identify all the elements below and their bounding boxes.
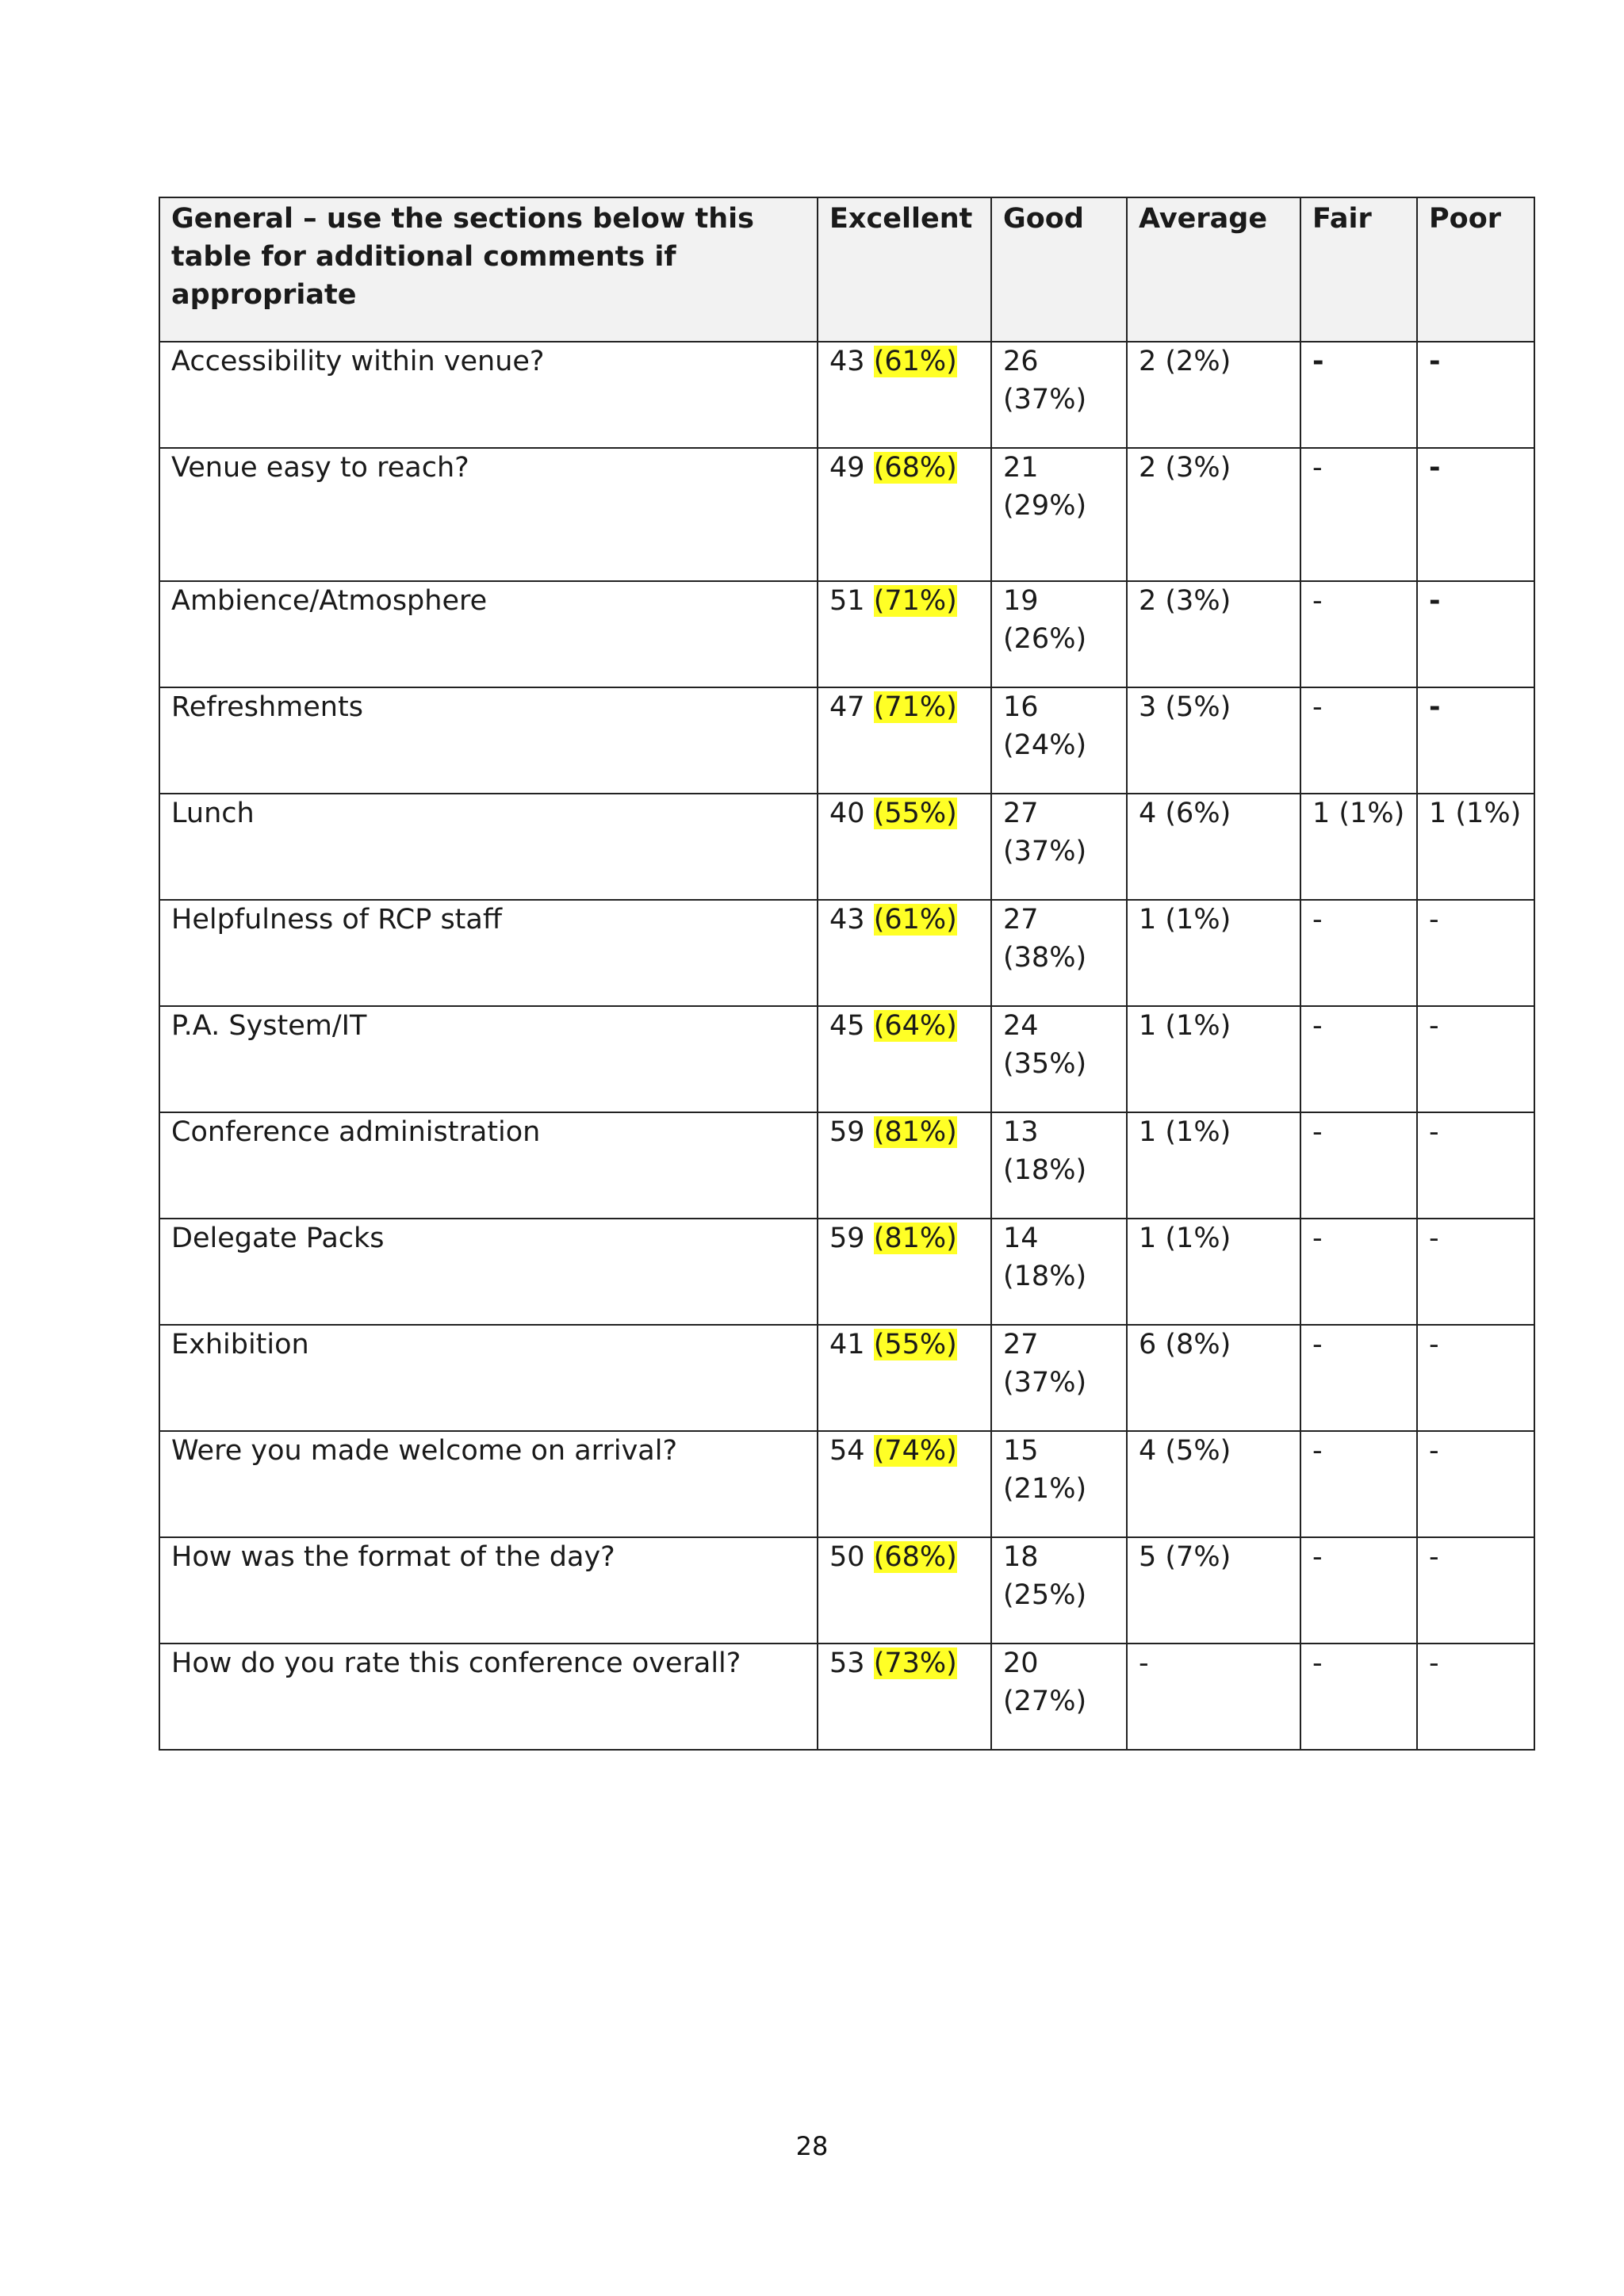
row-label: Helpfulness of RCP staff [159, 900, 818, 1006]
poor-cell: - [1417, 687, 1534, 794]
excellent-percent-highlight: (61%) [873, 346, 957, 377]
excellent-percent-highlight: (68%) [873, 1541, 957, 1573]
average-cell: 2 (2%) [1127, 342, 1300, 448]
row-label: Delegate Packs [159, 1219, 818, 1325]
good-cell: 13 (18%) [991, 1112, 1127, 1219]
table-row [159, 687, 1534, 794]
good-cell: 16 (24%) [991, 687, 1127, 794]
excellent-percent-highlight: (64%) [873, 1010, 957, 1042]
average-cell: 3 (5%) [1127, 687, 1300, 794]
average-cell: 2 (3%) [1127, 581, 1300, 687]
header-good: Good [991, 197, 1127, 342]
fair-cell: - [1300, 448, 1417, 581]
header-fair: Fair [1300, 197, 1417, 342]
average-cell: 2 (3%) [1127, 448, 1300, 581]
fair-cell: - [1300, 581, 1417, 687]
fair-cell: - [1300, 1431, 1417, 1537]
average-cell: 6 (8%) [1127, 1325, 1300, 1431]
excellent-count: 51 [829, 585, 865, 617]
evaluation-table [159, 197, 1535, 1751]
table-row [159, 1537, 1534, 1644]
table-row [159, 1112, 1534, 1219]
excellent-count: 50 [829, 1541, 865, 1573]
page-number: 28 [795, 2131, 829, 2161]
table-row [159, 1006, 1534, 1112]
excellent-count: 53 [829, 1647, 865, 1679]
excellent-cell [818, 687, 991, 794]
row-label: How do you rate this conference overall? [159, 1644, 818, 1750]
poor-cell: - [1417, 1219, 1534, 1325]
good-cell: 24 (35%) [991, 1006, 1127, 1112]
excellent-percent-highlight: (71%) [873, 585, 957, 617]
average-cell: 1 (1%) [1127, 1219, 1300, 1325]
fair-cell: - [1300, 1006, 1417, 1112]
average-cell: 1 (1%) [1127, 900, 1300, 1006]
good-cell: 27 (37%) [991, 794, 1127, 900]
table-row [159, 900, 1534, 1006]
excellent-cell [818, 1325, 991, 1431]
table-row [159, 342, 1534, 448]
excellent-count: 59 [829, 1116, 865, 1148]
poor-cell: - [1417, 448, 1534, 581]
excellent-count: 41 [829, 1329, 865, 1360]
excellent-cell [818, 900, 991, 1006]
excellent-count: 43 [829, 904, 865, 936]
excellent-cell [818, 1006, 991, 1112]
table-row [159, 1325, 1534, 1431]
poor-cell: - [1417, 1644, 1534, 1750]
row-label: How was the format of the day? [159, 1537, 818, 1644]
excellent-percent-highlight: (81%) [873, 1116, 957, 1148]
excellent-cell [818, 581, 991, 687]
excellent-percent-highlight: (81%) [873, 1223, 957, 1254]
excellent-cell [818, 1537, 991, 1644]
good-cell: 14 (18%) [991, 1219, 1127, 1325]
fair-cell: - [1300, 1325, 1417, 1431]
fair-cell: - [1300, 1219, 1417, 1325]
poor-cell: - [1417, 1006, 1534, 1112]
row-label: Lunch [159, 794, 818, 900]
excellent-percent-highlight: (55%) [873, 1329, 957, 1360]
average-cell: 1 (1%) [1127, 1006, 1300, 1112]
table-row [159, 794, 1534, 900]
average-cell: 5 (7%) [1127, 1537, 1300, 1644]
fair-cell: - [1300, 900, 1417, 1006]
excellent-percent-highlight: (68%) [873, 452, 957, 484]
row-label: Conference administration [159, 1112, 818, 1219]
excellent-percent-highlight: (74%) [873, 1435, 957, 1467]
excellent-percent-highlight: (73%) [873, 1647, 957, 1679]
poor-cell: - [1417, 1112, 1534, 1219]
good-cell: 20 (27%) [991, 1644, 1127, 1750]
poor-cell: - [1417, 342, 1534, 448]
excellent-count: 43 [829, 346, 865, 377]
row-label: Were you made welcome on arrival? [159, 1431, 818, 1537]
row-label: Ambience/Atmosphere [159, 581, 818, 687]
header-average: Average [1127, 197, 1300, 342]
row-label: Refreshments [159, 687, 818, 794]
table-header-row [159, 197, 1534, 342]
excellent-count: 59 [829, 1223, 865, 1254]
excellent-percent-highlight: (61%) [873, 904, 957, 936]
excellent-cell [818, 1644, 991, 1750]
poor-cell: - [1417, 1431, 1534, 1537]
excellent-count: 54 [829, 1435, 865, 1467]
average-cell: 4 (5%) [1127, 1431, 1300, 1537]
fair-cell: 1 (1%) [1300, 794, 1417, 900]
poor-cell: 1 (1%) [1417, 794, 1534, 900]
row-label: P.A. System/IT [159, 1006, 818, 1112]
good-cell: 18 (25%) [991, 1537, 1127, 1644]
row-label: Venue easy to reach? [159, 448, 818, 581]
good-cell: 19 (26%) [991, 581, 1127, 687]
excellent-cell [818, 794, 991, 900]
average-cell: 4 (6%) [1127, 794, 1300, 900]
header-excellent: Excellent [818, 197, 991, 342]
row-label: Accessibility within venue? [159, 342, 818, 448]
header-poor: Poor [1417, 197, 1534, 342]
table-row [159, 448, 1534, 581]
header-category: General – use the sections below this table for additional comments if appropriate [159, 197, 818, 342]
excellent-cell [818, 1112, 991, 1219]
table-row [159, 581, 1534, 687]
good-cell: 27 (37%) [991, 1325, 1127, 1431]
excellent-cell [818, 1219, 991, 1325]
table-row [159, 1219, 1534, 1325]
good-cell: 15 (21%) [991, 1431, 1127, 1537]
poor-cell: - [1417, 1325, 1534, 1431]
excellent-count: 45 [829, 1010, 865, 1042]
excellent-percent-highlight: (71%) [873, 691, 957, 723]
row-label: Exhibition [159, 1325, 818, 1431]
fair-cell: - [1300, 342, 1417, 448]
good-cell: 21 (29%) [991, 448, 1127, 581]
average-cell: 1 (1%) [1127, 1112, 1300, 1219]
poor-cell: - [1417, 581, 1534, 687]
excellent-cell [818, 342, 991, 448]
excellent-count: 49 [829, 452, 865, 484]
excellent-cell [818, 1431, 991, 1537]
fair-cell: - [1300, 1537, 1417, 1644]
good-cell: 26 (37%) [991, 342, 1127, 448]
excellent-cell [818, 448, 991, 581]
excellent-count: 40 [829, 798, 865, 829]
good-cell: 27 (38%) [991, 900, 1127, 1006]
poor-cell: - [1417, 900, 1534, 1006]
excellent-percent-highlight: (55%) [873, 798, 957, 829]
fair-cell: - [1300, 1112, 1417, 1219]
table-row [159, 1431, 1534, 1537]
fair-cell: - [1300, 687, 1417, 794]
fair-cell: - [1300, 1644, 1417, 1750]
table-row [159, 1644, 1534, 1750]
excellent-count: 47 [829, 691, 865, 723]
poor-cell: - [1417, 1537, 1534, 1644]
average-cell: - [1127, 1644, 1300, 1750]
